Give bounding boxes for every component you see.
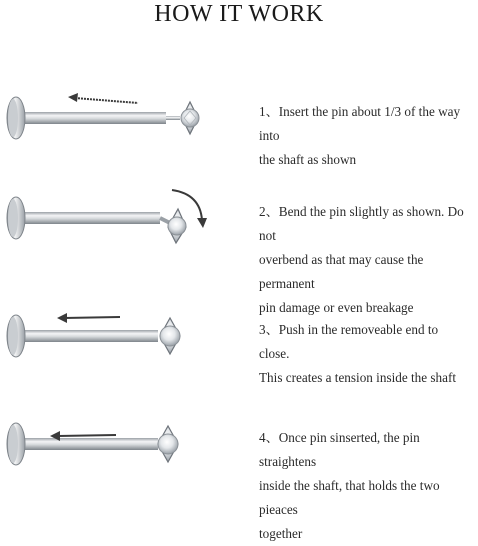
step-4-line-2: inside the shaft, that holds the two pieaces (259, 478, 440, 517)
labret-bend-illustration (0, 180, 240, 280)
step-2 (0, 180, 478, 315)
step-3-line-2: This creates a tension inside the shaft (259, 370, 457, 385)
step-3-line-1: 3、Push in the removeable end to close. (259, 322, 439, 361)
labret-push-illustration (0, 296, 240, 396)
gem-icon (168, 209, 186, 243)
step-1-line-1: 1、Insert the pin about 1/3 of the way into (259, 104, 461, 143)
arrow-left-icon (57, 313, 120, 323)
step-4 (0, 400, 478, 541)
gem-icon (181, 102, 199, 134)
step-1-text (259, 100, 471, 172)
step-2-line-1: 2、Bend the pin slightly as shown. Do not (259, 204, 464, 243)
labret-insert-illustration (0, 78, 240, 178)
step-2-line-2: overbend as that may cause the permanent (259, 252, 424, 291)
labret-closed-illustration (0, 400, 240, 500)
step-1 (0, 78, 478, 178)
step-3-text (259, 318, 471, 390)
arrow-left-icon (68, 93, 138, 103)
gem-icon (158, 426, 178, 462)
step-4-line-3: together (259, 526, 303, 541)
gem-icon (160, 318, 180, 354)
page-title: HOW IT WORK (154, 1, 324, 27)
step-4-line-1: 4、Once pin sinserted, the pin straightens (259, 430, 420, 469)
step-3 (0, 296, 478, 396)
step-4-text (259, 426, 471, 546)
step-2-line-3: pin damage or even breakage (259, 300, 414, 315)
step-1-line-2: the shaft as shown (259, 152, 357, 167)
